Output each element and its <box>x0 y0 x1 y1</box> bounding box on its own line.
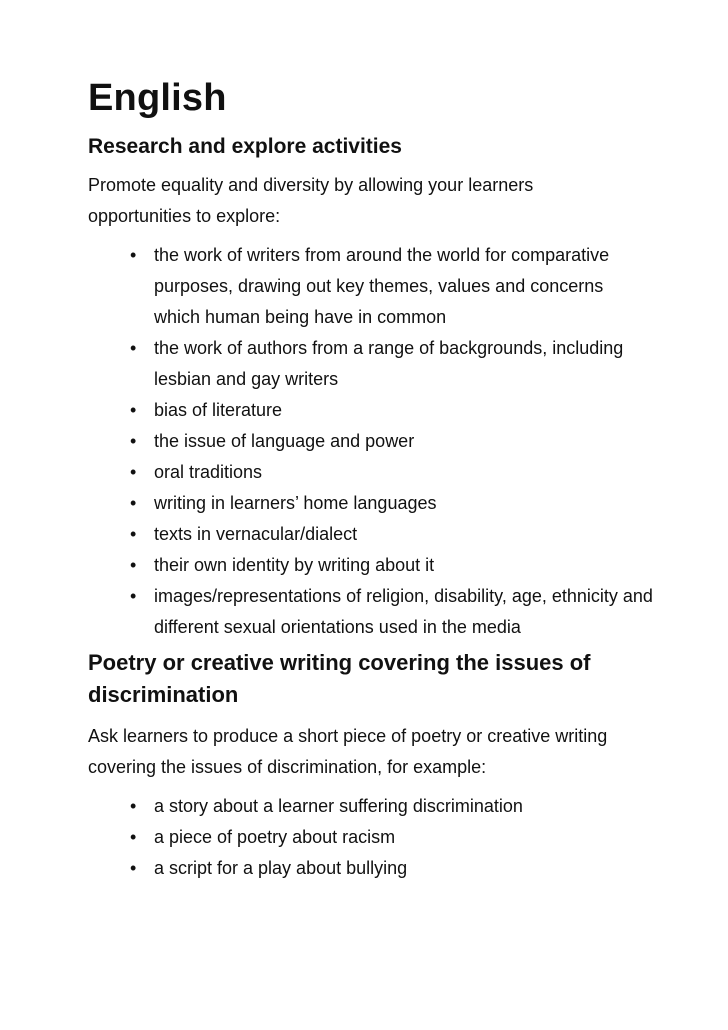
bullet-icon: • <box>130 431 137 451</box>
section-intro: Ask learners to produce a short piece of poetry or creative writing covering the issues of discrimination, for example: <box>88 726 608 777</box>
list-item-text: bias of literature <box>154 400 283 420</box>
section-heading: Research and explore activities <box>88 135 402 158</box>
bullet-icon: • <box>130 493 137 513</box>
list-item <box>128 457 654 488</box>
list-item-text: a script for a play about bullying <box>154 858 408 878</box>
list-item-text: their own identity by writing about it <box>154 555 435 575</box>
bullet-icon: • <box>130 858 137 878</box>
list-item-text: the work of writers from around the world for comparative purposes, drawing out key themes, values and concerns which human being have in common <box>154 245 610 327</box>
list-item <box>128 240 654 333</box>
bullet-icon: • <box>130 462 137 482</box>
bullet-icon: • <box>130 555 137 575</box>
bullet-icon: • <box>130 827 137 847</box>
list-item <box>128 395 654 426</box>
section-heading: Poetry or creative writing covering the issues of discrimination <box>88 650 591 707</box>
list-item-text: texts in vernacular/dialect <box>154 524 358 544</box>
list-item <box>128 333 654 395</box>
list-item <box>128 581 654 643</box>
bullet-icon: • <box>130 586 137 606</box>
list-item-text: images/representations of religion, disability, age, ethnicity and different sexual orientations used in the media <box>154 586 653 637</box>
list-item-text: the issue of language and power <box>154 431 415 451</box>
section-research <box>88 134 668 643</box>
list-item-text: a piece of poetry about racism <box>154 827 396 847</box>
section-poetry <box>88 647 668 884</box>
bullet-list <box>88 791 668 884</box>
page-title: English <box>88 77 227 119</box>
bullet-icon: • <box>130 338 137 358</box>
bullet-list <box>88 240 668 643</box>
list-item <box>128 519 654 550</box>
bullet-icon: • <box>130 524 137 544</box>
list-item-text: oral traditions <box>154 462 263 482</box>
bullet-icon: • <box>130 245 137 265</box>
bullet-icon: • <box>130 796 137 816</box>
list-item <box>128 550 654 581</box>
list-item <box>128 488 654 519</box>
list-item <box>128 853 654 884</box>
section-intro: Promote equality and diversity by allowing your learners opportunities to explore: <box>88 175 534 226</box>
list-item <box>128 426 654 457</box>
list-item-text: writing in learners’ home languages <box>154 493 437 513</box>
bullet-icon: • <box>130 400 137 420</box>
list-item-text: the work of authors from a range of backgrounds, including lesbian and gay writers <box>154 338 624 389</box>
list-item <box>128 791 654 822</box>
list-item-text: a story about a learner suffering discrimination <box>154 796 523 816</box>
list-item <box>128 822 654 853</box>
